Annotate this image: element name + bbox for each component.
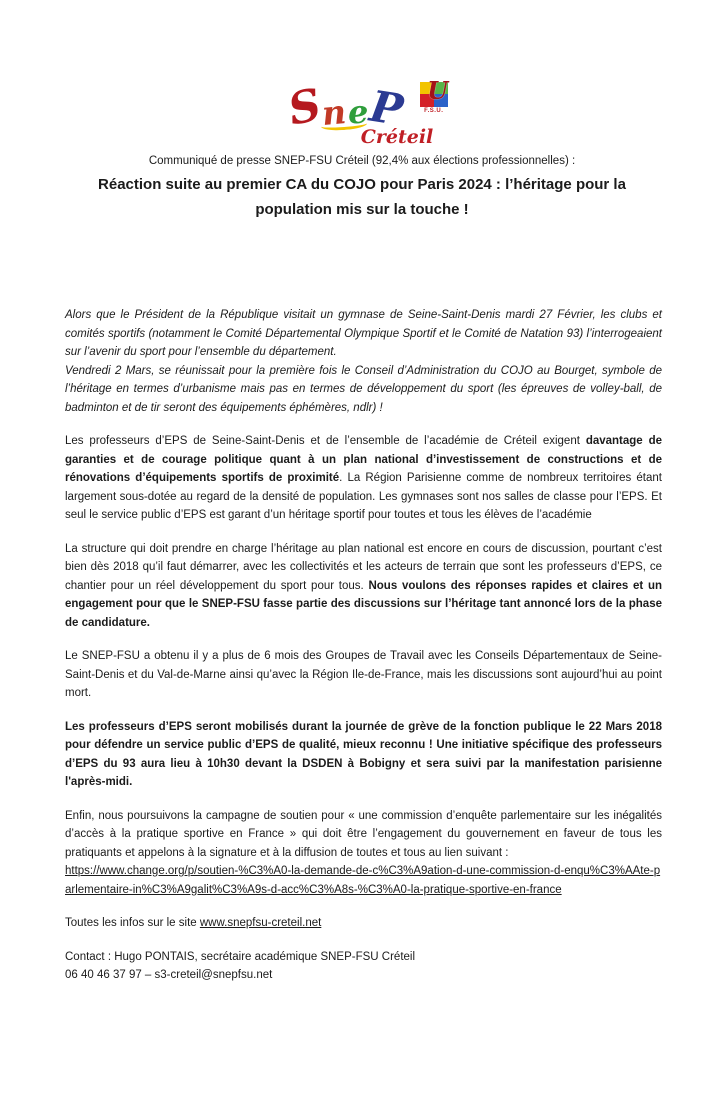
paragraph-demands-run-2: . La Région Parisienne comme de nombreux territoires étant largement sous-dotée au regard de la densité de population. Les gymnases sont nos salles de classe pour l’EPS. Et seul le service public d’EPS est garant d’un héritage sportif pour toutes et tous les élèves de l’académie <box>65 472 662 521</box>
press-release-intro-line: Communiqué de presse SNEP-FSU Créteil (92,4% aux élections professionnelles) : <box>148 155 576 167</box>
fsu-logo-icon <box>415 76 453 114</box>
paragraph-demands <box>65 432 662 525</box>
snep-logo <box>0 76 724 148</box>
paragraph-context-2: Vendredi 2 Mars, se réunissait pour la première fois le Conseil d’Administration du COJO au Bourget, symbole de l’héritage en termes d’urbanisme mais pas en termes de développement du sport (les épreuves de volley-ball, de badminton et de tir seront des équipements éphémères, ndlr) ! <box>65 364 662 414</box>
petition-link-block <box>65 862 662 899</box>
paragraph-demands-run-bold: davantage de garanties et de courage politique quant à un plan national d’investissement de constructions et de rénovations d’équipements sportifs de proximité <box>65 435 663 484</box>
press-release-page <box>0 76 724 1106</box>
logo-letter-e: e <box>347 92 370 132</box>
paragraph-context-1: Alors que le Président de la République visitait un gymnase de Seine-Saint-Denis mardi 27 Février, les clubs et comités sportifs (notamment le Comité Départemental Olympique Sportif et le Comité de Natation 93) l’interrogeaient sur l’avenir du sport pour l’ensemble du département. <box>65 309 662 358</box>
contact-phone-email-line: 06 40 46 37 97 – s3-creteil@snepfsu.net <box>65 969 273 981</box>
paragraph-demands-run-1: Les professeurs d’EPS de Seine-Saint-Denis et de l’ensemble de l’académie de Créteil exigent <box>65 435 586 447</box>
fsu-label: F.S.U. <box>424 108 444 114</box>
logo-creteil-label: Créteil <box>360 126 434 148</box>
paragraph-heritage-run-1: La structure qui doit prendre en charge l’héritage au plan national est encore en cours de discussion, pourtant c’est bien dès 2018 qu’il faut démarrer, avec les collectivités et les acteurs de terrain que sont les professeurs d’EPS, ce chantier pour un réel développement du sport pour tous. <box>65 542 662 592</box>
paragraph-heritage-run-bold: Nous voulons des réponses rapides et claires et un engagement pour que le SNEP-FSU fasse partie des discussions sur l’héritage tant annoncé lors de la phase de candidature. <box>65 579 662 629</box>
paragraph-heritage-structure <box>65 540 662 633</box>
site-info-line <box>65 914 662 933</box>
paragraph-working-groups: Le SNEP-FSU a obtenu il y a plus de 6 mois des Groupes de Travail avec les Conseils Départementaux de Seine-Saint-Denis et du Val-de-Marne ainsi qu’avec la Région Ile-de-France, mais les discussions sont aujourd’hui au point mort. <box>65 650 662 699</box>
site-link[interactable]: www.snepfsu-creteil.net <box>199 917 322 929</box>
paragraph-strike-announcement: Les professeurs d’EPS seront mobilisés durant la journée de grève de la fonction publique le 22 Mars 2018 pour défendre un service public d’EPS de qualité, mieux reconnu ! Une initiative spécifique des professeurs d’EPS du 93 aura lieu à 10h30 devant la DSDEN à Bobigny et sera suivi par la manifestation parisienne l'après-midi. <box>65 720 662 788</box>
paragraph-petition-campaign: Enfin, nous poursuivons la campagne de soutien pour « une commission d’enquête parlementaire sur les inégalités d’accès à la pratique sportive en France » qui doit être l’engagement du gouvernement en faveur de tous les pratiquants et appelons à la signature et à la diffusion de toutes et tous au lien suivant : <box>65 809 662 859</box>
snep-logo-letters <box>284 79 407 137</box>
site-info-prefix: Toutes les infos sur le site <box>65 917 200 929</box>
logo-letter-n: n <box>320 92 348 133</box>
logo-letter-s: S <box>284 79 326 136</box>
contact-name-line: Contact : Hugo PONTAIS, secrétaire académique SNEP-FSU Créteil <box>65 950 416 963</box>
document-body <box>65 306 662 985</box>
page-title: Réaction suite au premier CA du COJO pour Paris 2024 : l’héritage pour la population mis sur la touche ! <box>98 176 626 218</box>
logo-letter-p: P <box>366 81 407 137</box>
petition-link[interactable]: https://www.change.org/p/soutien-%C3%A0-la-demande-de-c%C3%A9ation-d-une-commission-d-enqu%C3%AAte-parlementaire-in%C3%A9galit%C3%A9s-d-acc%C3%A8s-%C3%A0-la-pratique-sportive-en-france <box>65 865 661 896</box>
fsu-u-letter: U <box>427 76 449 105</box>
